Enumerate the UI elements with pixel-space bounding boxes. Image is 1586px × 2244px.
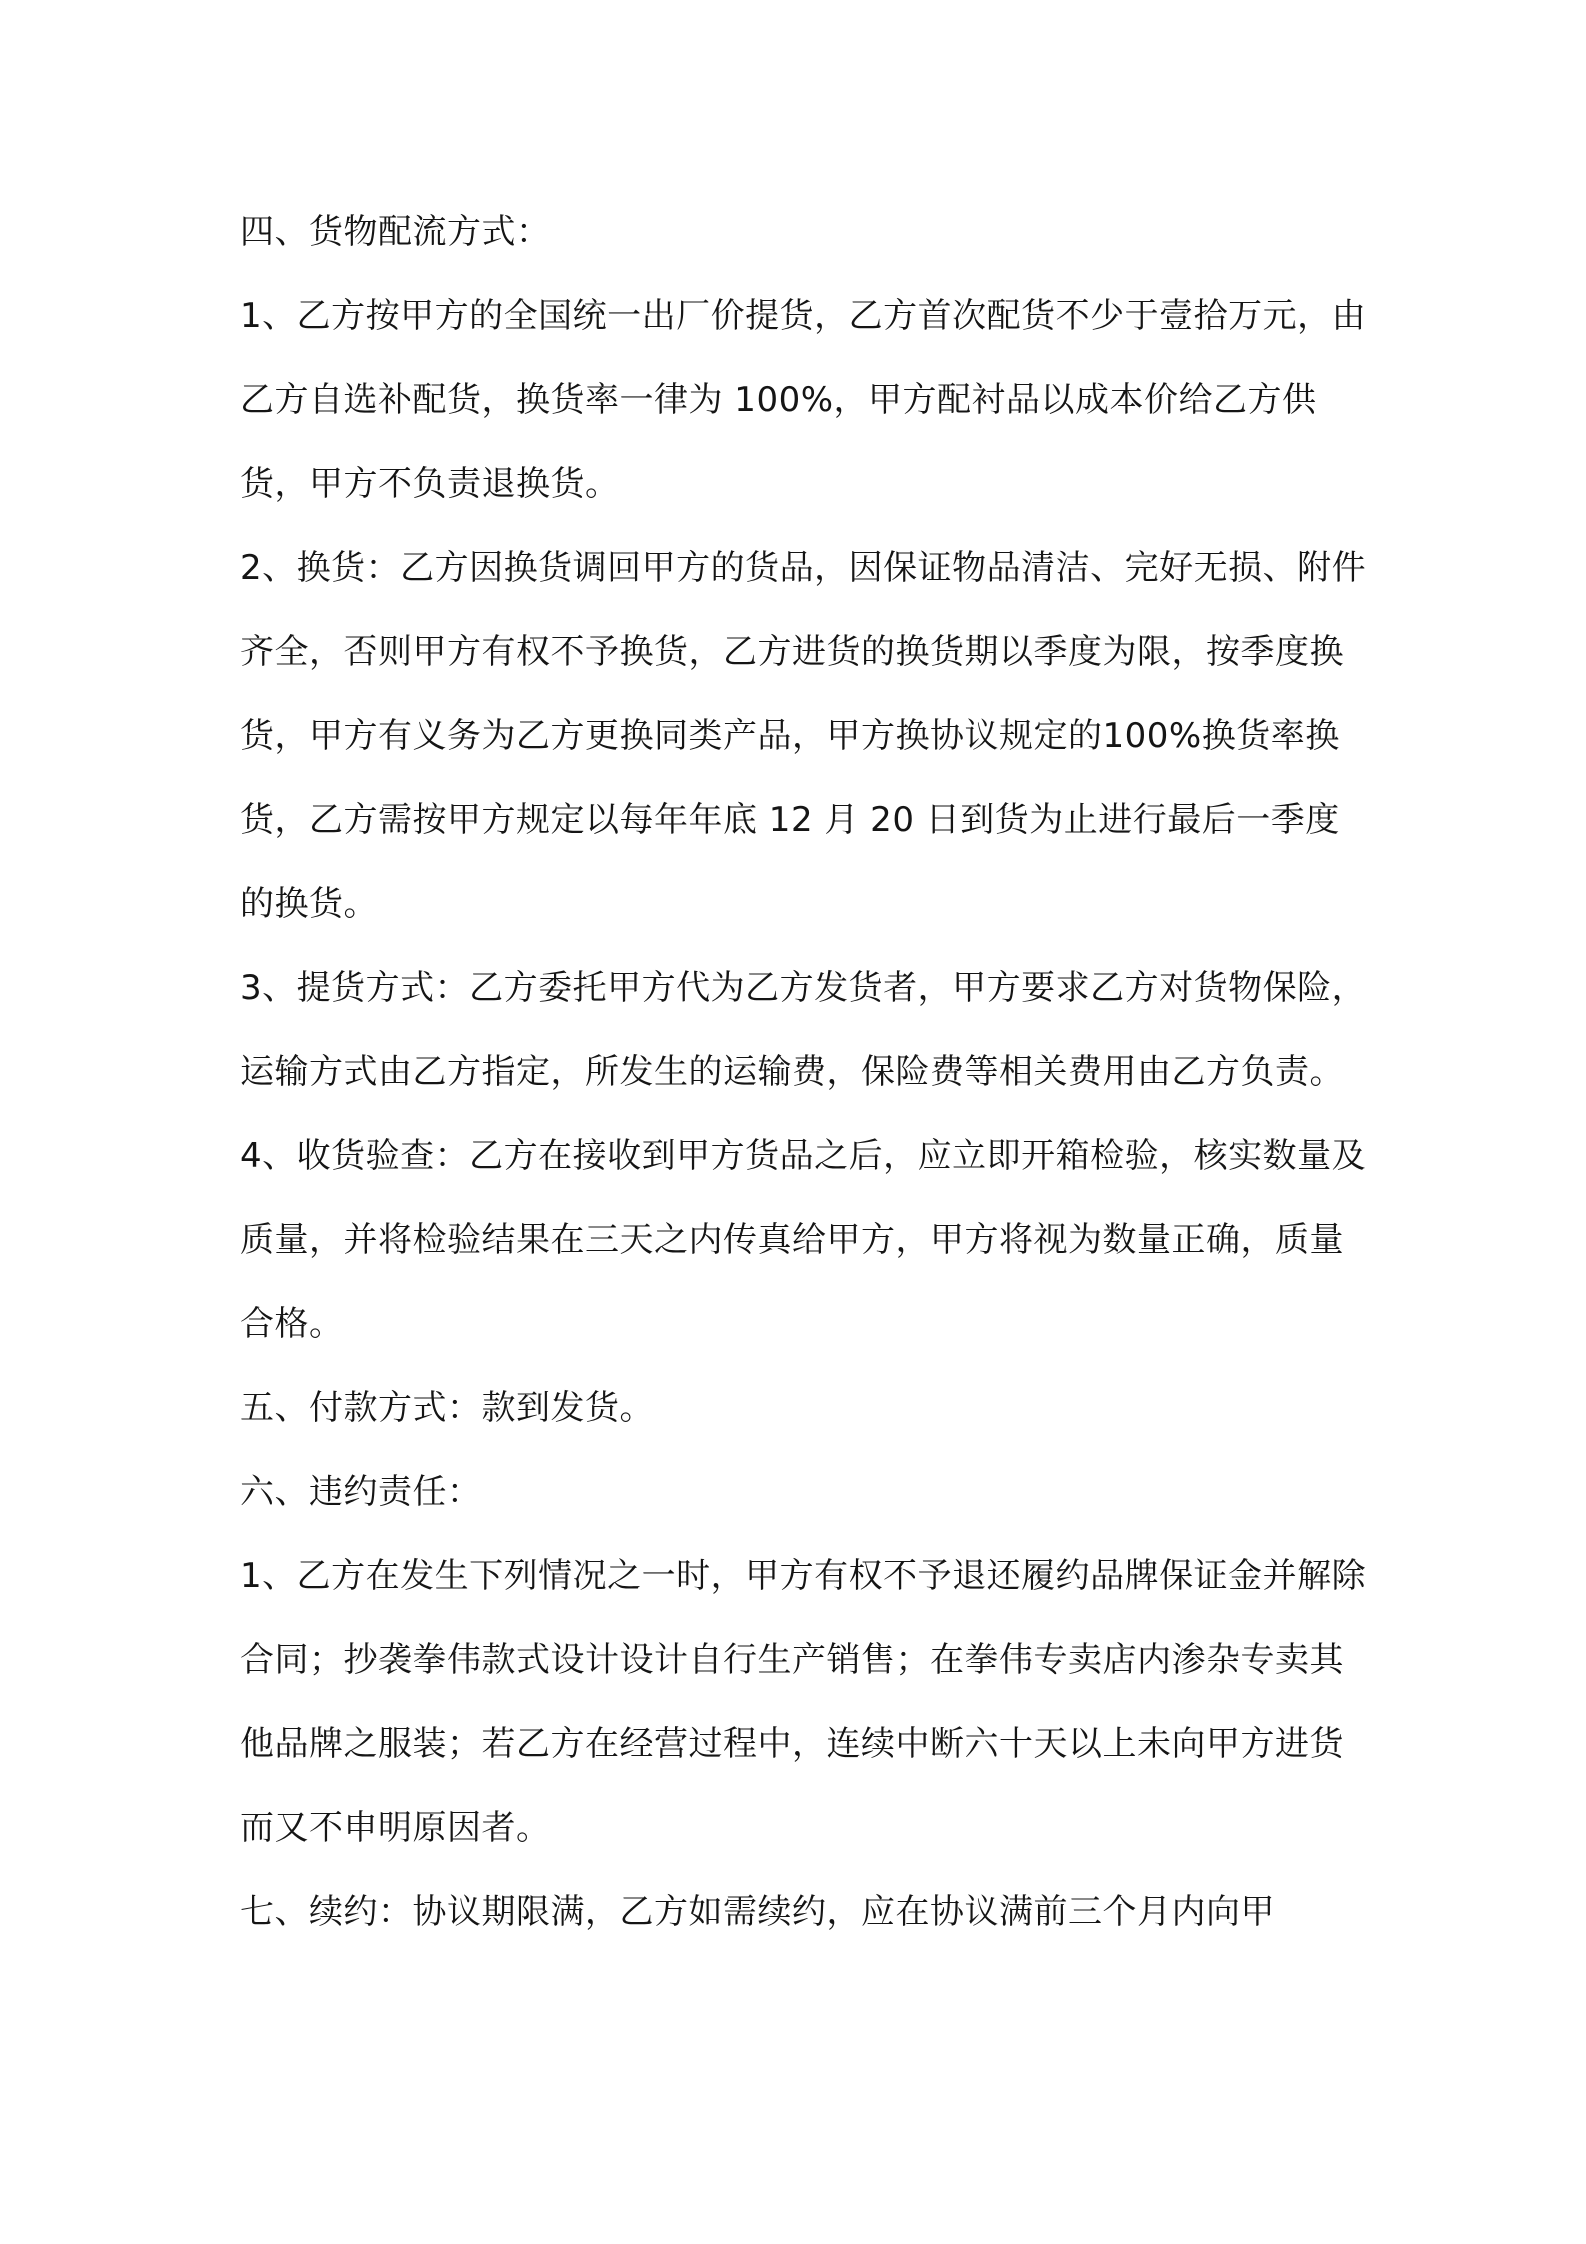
clause-breach-conditions: 1、乙方在发生下列情况之一时，甲方有权不予退还履约品牌保证金并解除合同；抄袭拳伟款式设计设计自行生产销售；在拳伟专卖店内渗杂专卖其他品牌之服装；若乙方在经营过程中，连续中断六十天以上未向甲方进货而又不申明原因者。 (240, 1556, 1367, 1848)
section-heading-goods-distribution: 四、货物配流方式： (240, 212, 551, 252)
document-body (240, 190, 1370, 1954)
section-heading-payment: 五、付款方式：款到发货。 (240, 1388, 654, 1428)
clause-pickup-pricing: 1、乙方按甲方的全国统一出厂价提货，乙方首次配货不少于壹拾万元，由乙方自选补配货，换货率一律为 100%，甲方配衬品以成本价给乙方供货，甲方不负责退换货。 (240, 296, 1367, 504)
section-heading-renewal: 七、续约：协议期限满，乙方如需续约，应在协议满前三个月内向甲 (240, 1892, 1275, 1932)
clause-receipt-inspection: 4、收货验查：乙方在接收到甲方货品之后，应立即开箱检验，核实数量及质量，并将检验结果在三天之内传真给甲方，甲方将视为数量正确，质量合格。 (240, 1136, 1367, 1344)
clause-exchange: 2、换货：乙方因换货调回甲方的货品，因保证物品清洁、完好无损、附件齐全，否则甲方有权不予换货，乙方进货的换货期以季度为限，按季度换货，甲方有义务为乙方更换同类产品，甲方换协议规定的100%换货率换货，乙方需按甲方规定以每年年底 12 月 20 日到货为止进行最后一季度的换货。 (240, 548, 1367, 924)
clause-pickup-method: 3、提货方式：乙方委托甲方代为乙方发货者，甲方要求乙方对货物保险，运输方式由乙方指定，所发生的运输费，保险费等相关费用由乙方负责。 (240, 968, 1367, 1092)
section-heading-breach: 六、违约责任： (240, 1472, 482, 1512)
